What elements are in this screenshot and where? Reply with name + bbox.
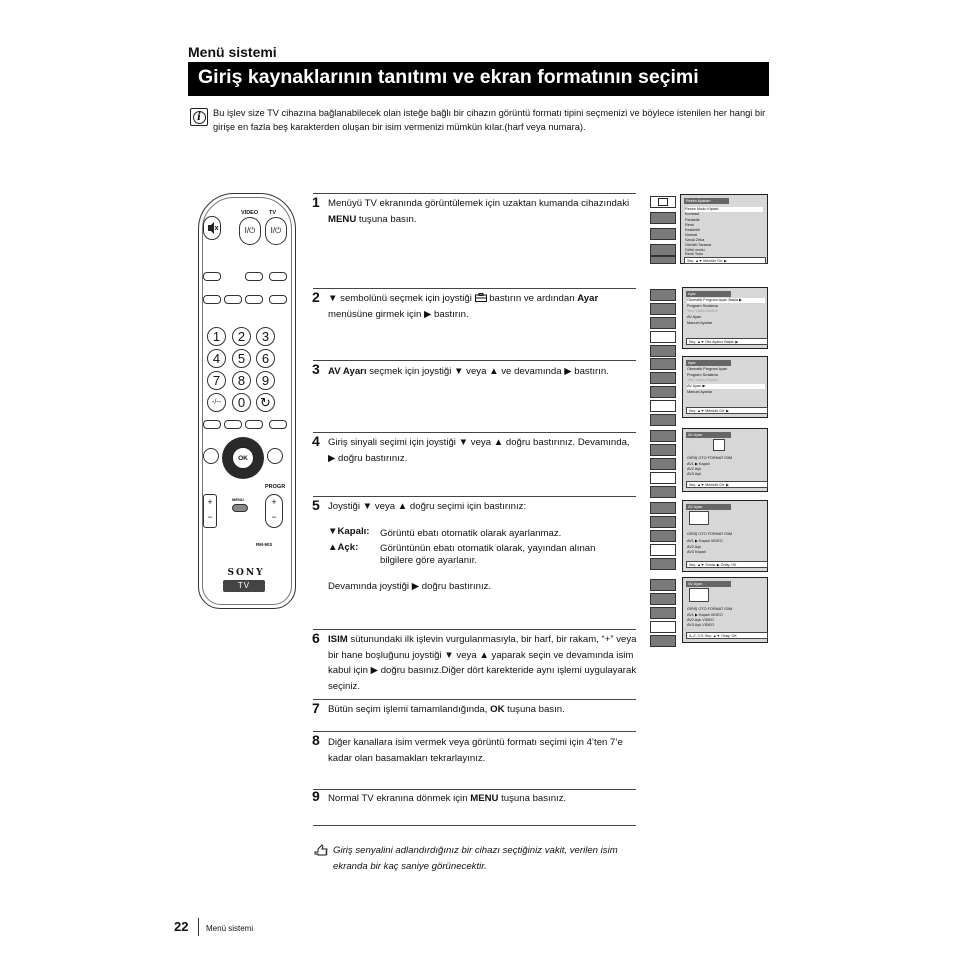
format-button — [269, 420, 287, 429]
menu-line: GİRİŞ OTO FORMAT ISIM — [687, 532, 733, 536]
step-7-number: 7 — [312, 700, 320, 716]
ok-button: OK — [232, 447, 254, 469]
menu-screen — [682, 356, 768, 418]
menu-tabs — [648, 500, 678, 570]
toolbox-icon — [475, 293, 487, 302]
menu-line: Kontrast — [685, 212, 700, 216]
menu-tab — [650, 372, 676, 384]
step-1-text-a: Menüyü TV ekranında görüntülemek için uzaktan kumanda cihazındaki — [328, 198, 630, 209]
number-2-button: 2 — [232, 327, 251, 346]
menu-screen — [682, 287, 768, 349]
menu-tab — [650, 256, 676, 264]
step-divider — [313, 731, 636, 732]
intro-text: Bu işlev size TV cihazına bağlanabilecek olan isteğe bağlı bir cihazın görüntü formatı tipini seçmenizi ve böylece istenilen her hangi bir girişe en fazla beş karakterden oluşan bir isim vermenizi mümkün kılar.(harf veya numara). — [213, 108, 766, 132]
tv-badge: TV — [223, 580, 265, 592]
info-icon: i — [190, 108, 208, 126]
menu-screen-footer: Seç: ▲▼ Menüde Gir: ▶ — [686, 481, 768, 488]
step-7-text-a: Bütün seçim işlemi tamamlandığında, — [328, 704, 491, 715]
step-3-bold: AV Ayarı — [328, 366, 367, 377]
number-5-button: 5 — [232, 349, 251, 368]
menu-screen-footer: A–Z, 0-9: Seç: ▲▼ Onay: OK — [686, 632, 768, 639]
step-7-bold: OK — [490, 704, 505, 715]
number-6-button: 6 — [256, 349, 275, 368]
menu-line: AV Ayarı — [687, 315, 702, 319]
option-off-desc: Görüntü ebatı otomatik olarak ayarlanmaz. — [380, 528, 562, 539]
menu-line: Program Sıralama — [687, 373, 718, 377]
step-7-text — [328, 702, 638, 718]
step-2-bold: Ayar — [577, 293, 599, 304]
menu-line: Parlaklık — [685, 218, 700, 222]
menu-tabs — [648, 356, 678, 426]
step-5-after: Devamında joystiği ▶ doğru bastırınız. — [328, 581, 492, 592]
menu-screen — [682, 428, 768, 492]
step-divider — [313, 360, 636, 361]
menu-tabs — [648, 577, 678, 647]
menu-tab — [650, 558, 676, 570]
sony-logo: SONY — [227, 568, 265, 578]
menu-screen-title: AV Ayarı — [686, 504, 731, 510]
menu-line: AV1 ▶ Kapalı VIDEO — [687, 613, 723, 617]
step-5-number: 5 — [312, 497, 320, 513]
step-divider — [313, 288, 636, 289]
step-2-number: 2 — [312, 289, 320, 305]
step-divider — [313, 789, 636, 790]
menu-screen-title: Resim Ayarları — [684, 198, 729, 204]
menu-tab-setup — [650, 544, 676, 556]
program-plus-label: + — [271, 497, 277, 507]
number-4-button: 4 — [207, 349, 226, 368]
remote-control-illustration — [198, 193, 296, 609]
step-2-text-a: ▼ sembolünü seçmek için joystiği — [328, 293, 475, 304]
step-9-text-a: Normal TV ekranına dönmek için — [328, 793, 471, 804]
menu-line: Renk — [685, 223, 694, 227]
menu-screen-title: AV Ayarı — [686, 432, 731, 438]
step-4-number: 4 — [312, 433, 320, 449]
menu-tab — [650, 579, 676, 591]
menu-tabs — [648, 194, 678, 264]
step-3-number: 3 — [312, 361, 320, 377]
left-side-button — [203, 448, 219, 464]
step-1-number: 1 — [312, 194, 320, 210]
step-divider — [313, 496, 636, 497]
menu-tab — [650, 358, 676, 370]
menu-tab-setup — [650, 472, 676, 484]
number-3-button: 3 — [256, 327, 275, 346]
model-label: RM-903 — [256, 542, 273, 547]
menu-tab — [650, 317, 676, 329]
tv-label: TV — [269, 210, 277, 216]
step-3-text-a: seçmek için joystiği ▼ veya ▲ ve devamında ▶ bastırın. — [366, 366, 609, 377]
menu-screen-av-setup-2 — [648, 500, 768, 570]
menu-tab — [650, 486, 676, 498]
menu-tab — [650, 444, 676, 456]
green-button — [224, 295, 242, 304]
tv-screen-icon — [689, 511, 709, 525]
menu-tab-setup — [650, 621, 676, 633]
menu-screen-title: Ayar — [686, 291, 731, 297]
menu-screen-av-setup-3 — [648, 577, 768, 647]
blue-button — [269, 295, 287, 304]
menu-line: Resim Modu Kişisel — [685, 207, 763, 212]
menu-tab — [650, 212, 676, 224]
step-3-text — [328, 364, 638, 380]
step-2-text — [328, 291, 638, 322]
menu-line: Yeni Video Seçimi — [687, 309, 718, 313]
step-divider — [313, 825, 636, 826]
number-0-button: 0 — [232, 393, 251, 412]
picture-mode-button — [224, 420, 242, 429]
menu-tab — [650, 414, 676, 426]
menu-tab-setup — [650, 400, 676, 412]
menu-screen-setup-av — [648, 356, 768, 426]
menu-tab — [650, 289, 676, 301]
menu-line: Sanal Zeka — [685, 238, 705, 242]
step-divider — [313, 699, 636, 700]
video-label: VIDEO — [241, 210, 259, 216]
menu-screen — [680, 194, 768, 264]
menu-line: AV3 Açk VIDEO — [687, 623, 714, 627]
step-6-number: 6 — [312, 630, 320, 646]
progr-label: PROGR — [265, 484, 286, 490]
pip-button — [269, 272, 287, 281]
option-on-desc: Görüntünün ebatı otomatik olarak, yayından alınan bilgilere göre ayarlanır. — [380, 543, 596, 566]
menu-screen-av-setup-1 — [648, 428, 768, 498]
menu-tab — [650, 228, 676, 240]
menu-line: Dühü modu — [685, 248, 705, 252]
menu-line: AV1 ▶ Kapalı — [687, 462, 710, 466]
menu-line: Gürültü Tarama — [685, 243, 712, 247]
number-7-button: 7 — [207, 371, 226, 390]
menu-line: AV2 Açk VIDEO — [687, 618, 714, 622]
step-1-text — [328, 196, 638, 227]
menu-screen-title: Ayar — [686, 360, 731, 366]
menu-screen — [682, 577, 768, 643]
yellow-button — [245, 295, 263, 304]
menu-tab — [650, 386, 676, 398]
step-6-text — [328, 632, 638, 694]
menu-line: AV3 Açk — [687, 472, 702, 476]
menu-tab-setup — [650, 331, 676, 343]
menu-screen-title: AV Ayarı — [686, 581, 731, 587]
menu-line: Program Sıralama — [687, 304, 718, 308]
menu-line: AV3 Kapalı — [687, 550, 706, 554]
menu-tabs — [648, 428, 678, 498]
menu-tabs — [648, 287, 678, 357]
step-9-bold: MENU — [470, 793, 499, 804]
menu-tab — [650, 430, 676, 442]
menu-tab — [650, 635, 676, 647]
step-9-text — [328, 791, 638, 807]
menu-line: Manuel Ayarlar — [687, 321, 713, 325]
menu-tab — [650, 502, 676, 514]
step-7-text-b: tuşuna basın. — [504, 704, 565, 715]
menu-screen-picture-settings — [648, 194, 768, 264]
step-6-text-a: sütunundaki ilk işlevin vurgulanmasıyla, bir harf, bir rakam, “+” veya bir hane boşluğunu joystiği ▼ veya ▲ yaparak seçin ve devamında isim kabul için ▶ doğru basınız.Diğer dört karekteride aynı işlemi uygulayarak seçiniz. — [328, 634, 637, 692]
volume-minus-label: − — [207, 512, 213, 522]
jump-button: ↻ — [256, 393, 275, 412]
step-4-text: Giriş sinyali seçimi için joystiği ▼ veya ▲ doğru bastırınız. Devamında, ▶ doğru bastırınız. — [328, 437, 630, 464]
menu-line: Manuel Ayarlar — [687, 390, 713, 394]
option-on-term: ▲Açk: — [328, 542, 359, 553]
tv-power-button: I/⏻ — [265, 217, 287, 245]
menu-screen-footer: Seç: ▲▼ Menüde Gir: ▶ — [684, 257, 766, 264]
step-divider — [313, 629, 636, 630]
tip-text: Giriş senyalini adlandırdığınız bir cihazı seçtiğiniz vakit, verilen isim ekranda bir kaç saniye görünecektir. — [333, 845, 618, 872]
footer-label: Menü sistemi — [206, 924, 254, 933]
section-title: Menü sistemi — [188, 44, 277, 60]
step-8-number: 8 — [312, 732, 320, 748]
menu-tab — [650, 530, 676, 542]
menu-screen-footer: Seç: ▲▼ Oto.Ayarını Başla: ▶ — [686, 338, 768, 345]
menu-line: AV Ayarı ▶ — [687, 384, 765, 389]
video-power-button: I/⏻ — [239, 217, 261, 245]
step-2-text-c: menüsüne girmek için ▶ bastırın. — [328, 308, 469, 320]
mute-button — [203, 216, 221, 240]
menu-screen-footer: Seç: ▲▼ Menüde Gir: ▶ — [686, 407, 768, 414]
menu-screen-footer: Seç: ▲▼ Sonra: ▶ Onay: OK — [686, 561, 768, 568]
number-9-button: 9 — [256, 371, 275, 390]
step-divider — [313, 432, 636, 433]
step-1-bold: MENU — [328, 213, 357, 225]
menu-line: GİRİŞ OTO FORMAT ISIM — [687, 456, 733, 460]
menu-line: AV2 Açk — [687, 467, 702, 471]
volume-rocker — [203, 494, 217, 528]
menu-tab — [650, 303, 676, 315]
menu-line: Yeni Video Seçimi — [687, 378, 718, 382]
double-digit-button: -/-- — [207, 393, 226, 412]
tv-screen-icon — [713, 439, 725, 451]
menu-line: Otomatik Program Ayarı Başla ▶ — [687, 298, 765, 303]
hand-pointing-icon — [313, 843, 329, 862]
page-number: 22 — [174, 919, 189, 934]
step-divider — [313, 193, 636, 194]
menu-button — [232, 504, 248, 512]
step-1-text-b: tuşuna basın. — [356, 213, 417, 225]
menu-line: AV1 ▶ Kapalı VIDEO — [687, 539, 723, 543]
menu-label: MENU — [232, 497, 244, 502]
menu-line: GİRİŞ OTO FORMAT ISIM — [687, 607, 733, 611]
menu-tab — [650, 607, 676, 619]
program-rocker — [265, 494, 283, 528]
menu-tab — [650, 458, 676, 470]
menu-tab — [650, 244, 676, 256]
menu-line: Renk Tonu — [685, 252, 704, 256]
menu-tab-picture — [650, 196, 676, 208]
program-minus-label: − — [271, 512, 277, 522]
number-1-button: 1 — [207, 327, 226, 346]
tv-screen-icon — [689, 588, 709, 602]
step-9-text-b: tuşuna basınız. — [498, 793, 567, 804]
input-select-button — [245, 272, 263, 281]
menu-screen-setup — [648, 287, 768, 357]
step-2-text-b: bastırın ve ardından — [486, 293, 578, 304]
red-button — [203, 295, 221, 304]
step-6-bold: ISIM — [328, 634, 348, 645]
menu-screen — [682, 500, 768, 572]
step-9-number: 9 — [312, 788, 320, 804]
page-title: Giriş kaynaklarının tanıtımı ve ekran formatının seçimi — [188, 62, 769, 96]
step-8-text: Diğer kanallara isim vermek veya görüntü formatı seçimi için 4’ten 7’e kadar olan basamakları tekrarlayınız. — [328, 737, 623, 764]
option-off-term: ▼Kapalı: — [328, 526, 370, 537]
volume-plus-label: + — [207, 497, 213, 507]
teletext-button — [203, 272, 221, 281]
number-8-button: 8 — [232, 371, 251, 390]
menu-line: Keskinlik — [685, 228, 700, 232]
menu-line: Normal — [685, 233, 698, 237]
footer-divider — [198, 918, 199, 936]
menu-line: AV2 Açk — [687, 545, 702, 549]
menu-tab — [650, 516, 676, 528]
right-side-button — [267, 448, 283, 464]
menu-line: Otomatik Program Ayarı — [687, 367, 728, 371]
step-5-text: Joystiği ▼ veya ▲ doğru seçimi için bastırınız: — [328, 501, 527, 512]
clock-button — [245, 420, 263, 429]
menu-tab — [650, 593, 676, 605]
sound-mode-button — [203, 420, 221, 429]
